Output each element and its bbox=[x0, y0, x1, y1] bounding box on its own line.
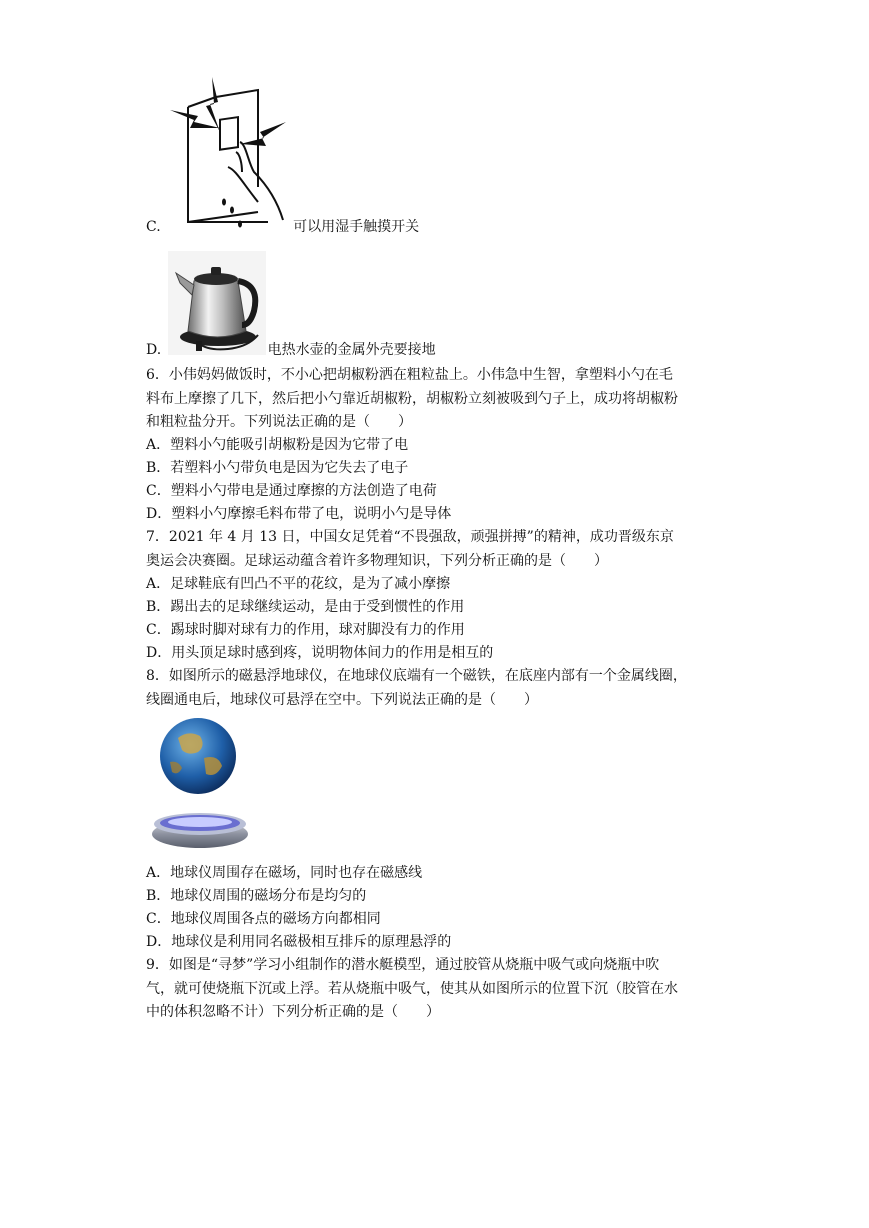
q6-stem-line-2: 料布上摩擦了几下，然后把小勺靠近胡椒粉，胡椒粉立刻被吸到勺子上，成功将胡椒粉 bbox=[146, 391, 678, 407]
q7-option-b: B．踢出去的足球继续运动，是由于受到惯性的作用 bbox=[146, 599, 465, 615]
wet-hand-switch-figure bbox=[168, 72, 288, 234]
q5-option-c-label: C. bbox=[146, 219, 161, 235]
q9-stem-line-1: 9．如图是“寻梦”学习小组制作的潜水艇模型，通过胶管从烧瓶中吸气或向烧瓶中吹 bbox=[146, 957, 660, 973]
q6-option-b: B．若塑料小勺带负电是因为它失去了电子 bbox=[146, 460, 409, 476]
q6-stem-line-1: 6．小伟妈妈做饭时，不小心把胡椒粉洒在粗粒盐上。小伟急中生智，拿塑料小勺在毛 bbox=[146, 367, 673, 383]
q8-option-a: A．地球仪周围存在磁场，同时也存在磁感线 bbox=[146, 865, 423, 881]
q5-option-c bbox=[146, 218, 419, 236]
q5-option-d-label: D. bbox=[146, 342, 162, 358]
electric-kettle-figure bbox=[168, 251, 266, 355]
q9-stem-line-2: 气，就可使烧瓶下沉或上浮。若从烧瓶中吸气，使其从如图所示的位置下沉（胶管在水 bbox=[146, 981, 678, 997]
q8-option-b: B．地球仪周围的磁场分布是均匀的 bbox=[146, 888, 367, 904]
q5-option-d bbox=[146, 341, 436, 359]
q7-stem-line-1: 7．2021 年 4 月 13 日，中国女足凭着“不畏强敌，顽强拼搏”的精神，成功晋级东京 bbox=[146, 529, 674, 545]
q9-stem-line-3: 中的体积忽略不计）下列分析正确的是（ ） bbox=[146, 1004, 440, 1020]
q5-option-d-text: 电热水壶的金属外壳要接地 bbox=[267, 342, 436, 358]
q7-option-d: D．用头顶足球时感到疼，说明物体间力的作用是相互的 bbox=[146, 645, 494, 661]
q6-option-a: A．塑料小勺能吸引胡椒粉是因为它带了电 bbox=[146, 437, 409, 453]
q6-stem-line-3: 和粗粒盐分开。下列说法正确的是（ ） bbox=[146, 414, 412, 430]
q8-stem-line-2: 线圈通电后，地球仪可悬浮在空中。下列说法正确的是（ ） bbox=[146, 692, 538, 708]
levitating-globe-figure bbox=[148, 716, 252, 852]
q8-option-d: D．地球仪是利用同名磁极相互排斥的原理悬浮的 bbox=[146, 934, 452, 950]
q6-option-c: C．塑料小勺带电是通过摩擦的方法创造了电荷 bbox=[146, 483, 437, 499]
q7-stem-line-2: 奥运会决赛圈。足球运动蕴含着许多物理知识，下列分析正确的是（ ） bbox=[146, 553, 608, 569]
q6-option-d: D．塑料小勺摩擦毛料布带了电，说明小勺是导体 bbox=[146, 506, 452, 522]
q8-stem-line-1: 8．如图所示的磁悬浮地球仪，在地球仪底端有一个磁铁，在底座内部有一个金属线圈， bbox=[146, 668, 687, 684]
q8-option-c: C．地球仪周围各点的磁场方向都相同 bbox=[146, 911, 381, 927]
q7-option-c: C．踢球时脚对球有力的作用，球对脚没有力的作用 bbox=[146, 622, 465, 638]
q5-option-c-text: 可以用湿手触摸开关 bbox=[293, 219, 420, 235]
q7-option-a: A．足球鞋底有凹凸不平的花纹，是为了减小摩擦 bbox=[146, 576, 451, 592]
